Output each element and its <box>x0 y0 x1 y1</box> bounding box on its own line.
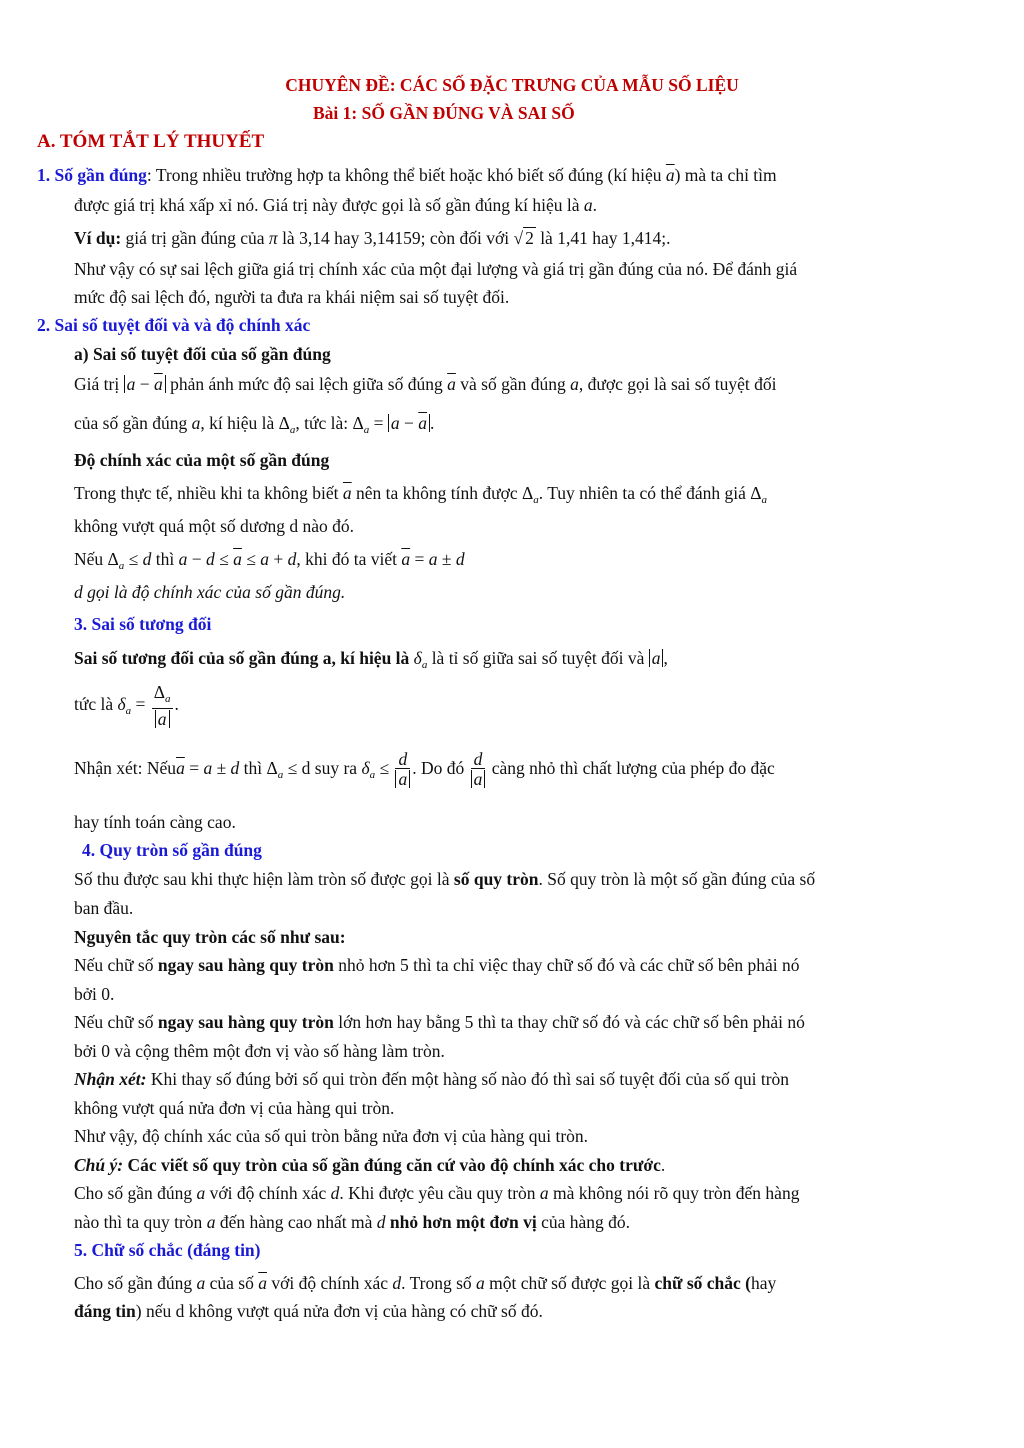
s4-rule2-cont: bởi 0 và cộng thêm một đơn vị vào số hàng làm tròn. <box>74 1041 445 1061</box>
s4-text: . Khi được yêu cầu quy tròn <box>339 1183 540 1203</box>
s4-text: Khi thay số đúng bởi số qui tròn đến một hàng số nào đó thì sai số tuyệt đối của số qui tròn <box>146 1069 790 1089</box>
s1-p1: Như vậy có sự sai lệch giữa giá trị chính xác của một đại lượng và giá trị gần đúng của nó. Để đánh giá <box>74 259 798 279</box>
s3-text: . Do đó <box>412 758 469 778</box>
s4-note-line2: nào thì ta quy tròn a đến hàng cao nhất mà d nhỏ hơn một đơn vị của hàng đó. <box>74 1212 630 1232</box>
s4-remark-cont: không vượt quá nửa đơn vị của hàng qui tròn. <box>74 1098 395 1118</box>
s4-text: Nếu chữ số <box>74 955 158 975</box>
s1-text: là 1,41 hay 1,414;. <box>535 228 671 248</box>
s4-text: mà không nói rõ quy tròn đến hàng <box>548 1183 800 1203</box>
s1-text: là 3,14 hay 3,14159; còn đối với <box>277 228 514 248</box>
remark-label: Nhận xét: <box>74 1069 147 1089</box>
s4-text: Số thu được sau khi thực hiện làm tròn số được gọi là <box>74 869 454 889</box>
s2-precision-heading: Độ chính xác của một số gần đúng <box>74 450 330 470</box>
s3-line2: tức là $\delta_a$ = $\frac{\Delta_a}{a}$ . <box>74 682 179 729</box>
s5-text: với độ chính xác <box>266 1273 393 1293</box>
s4-p1 <box>74 868 815 890</box>
s3-text: Sai số tương đối của số gần đúng a, kí hiệu là <box>74 648 414 668</box>
s2-a-heading: a) Sai số tuyệt đối của số gần đúng <box>74 344 331 364</box>
s5-text: của số <box>205 1273 259 1293</box>
s4-text: nhỏ hơn 5 thì ta chỉ việc thay chữ số đó và các chữ số bên phải nó <box>333 955 800 975</box>
s2-text: , kí hiệu là <box>200 413 279 433</box>
s4-rule2 <box>74 1011 805 1033</box>
s4-text: với độ chính xác <box>205 1183 331 1203</box>
s1-heading: 1. Số gần đúng <box>37 165 147 185</box>
s3-heading: 3. Sai số tương đối <box>74 614 212 634</box>
s4-rule1-cont: bởi 0. <box>74 984 115 1004</box>
s3-text: tức là <box>74 694 118 715</box>
s2-text: thì <box>151 549 179 569</box>
s5-text: chữ số chắc ( <box>654 1273 752 1293</box>
s2-text: , khi đó ta viết <box>296 549 402 569</box>
s2-line6: d gọi là độ chính xác của số gần đúng. <box>74 582 346 602</box>
s2-line2: của số gần đúng a, kí hiệu là $\Delta_a$, tức là: $\Delta_a = a - \overline{a}$ . <box>74 413 435 436</box>
s1-text: giá trị gần đúng của <box>121 228 269 248</box>
s3-text: Nhận xét: Nếu <box>74 758 177 778</box>
s4-text: nhỏ hơn một đơn vị <box>385 1212 537 1232</box>
s4-note-line1: Cho số gần đúng a với độ chính xác d. Khi được yêu cầu quy tròn a mà không nói rõ quy tròn đến hàng <box>74 1183 800 1203</box>
s2-text: phản ánh mức độ sai lệch giữa số đúng <box>165 374 448 394</box>
s2-text: Trong thực tế, nhiều khi ta không biết <box>74 483 343 503</box>
s5-line2 <box>74 1300 543 1322</box>
s5-text: Cho số gần đúng <box>74 1273 197 1293</box>
s3-line1: Sai số tương đối của số gần đúng a, kí hiệu là $\delta_a$ là tỉ số giữa sai số tuyệt đối và a , <box>74 648 668 671</box>
s3-text: là tỉ số giữa sai số tuyệt đối và <box>427 648 649 668</box>
s4-text: lớn hơn hay bằng 5 thì ta thay chữ số đó và các chữ số bên phải nó <box>333 1012 805 1032</box>
s2-text: gọi là độ chính xác của số gần đúng. <box>82 582 346 602</box>
s2-text: của số gần đúng <box>74 413 192 433</box>
s1-line1: 1. Số gần đúng: Trong nhiều trường hợp ta không thể biết hoặc khó biết số đúng (kí hiệu $\overline{a}$) mà ta chỉ tìm <box>37 165 777 185</box>
s4-remark <box>74 1068 789 1090</box>
s2-line5: Nếu $\Delta_a \le d$ thì $a - d \le \overline{a} \le a + d$, khi đó ta viết $\overline{a} = a \pm d$ <box>74 549 465 572</box>
s4-text: Cho số gần đúng <box>74 1183 197 1203</box>
s2-text: và số gần đúng <box>455 374 571 394</box>
s2-text: Giá trị <box>74 374 124 394</box>
s4-heading: 4. Quy tròn số gần đúng <box>82 840 262 860</box>
section-a-heading: A. TÓM TẮT LÝ THUYẾT <box>37 131 265 152</box>
s5-text: . Trong số <box>401 1273 477 1293</box>
s4-p1-cont: ban đầu. <box>74 898 134 918</box>
s4-text: . Số quy tròn là một số gần đúng của số <box>538 869 816 889</box>
s3-line3: Nhận xét: $Nếu\overline{a} = a \pm d$ thì $\Delta_a \le d$ suy ra $\delta_a$ ≤ $\frac{d}{a}$ . Do đó $\frac{d}{a}$ càng nhỏ thì chất lượng của phép đo đặc <box>74 749 775 790</box>
s2-text: , tức là: <box>295 413 353 433</box>
s1-example: Ví dụ: giá trị gần đúng của π là 3,14 hay 3,14159; còn đối với √ 2 là 1,41 hay 1,414;. <box>74 228 671 248</box>
example-label: Ví dụ: <box>74 228 122 248</box>
s4-text: . <box>660 1155 666 1175</box>
s2-text: , được gọi là sai số tuyệt đối <box>578 374 777 394</box>
s4-note <box>74 1154 665 1176</box>
s4-remark-conclusion: Như vậy, độ chính xác của số qui tròn bằng nửa đơn vị của hàng qui tròn. <box>74 1126 589 1146</box>
s5-heading: 5. Chữ số chắc (đáng tin) <box>74 1240 261 1260</box>
s2-heading: 2. Sai số tuyệt đối và và độ chính xác <box>37 315 311 335</box>
s4-text: Nếu chữ số <box>74 1012 158 1032</box>
document-title: CHUYÊN ĐỀ: CÁC SỐ ĐẶC TRƯNG CỦA MẪU SỐ LIỆU <box>285 75 739 95</box>
lesson-title: Bài 1: SỐ GẦN ĐÚNG VÀ SAI SỐ <box>313 103 575 123</box>
s5-line1: Cho số gần đúng a của số $\overline{a}$ với độ chính xác d. Trong số a một chữ số được gọi là chữ số chắc (hay <box>74 1273 777 1293</box>
s1-text: : Trong nhiều trường hợp ta không thể biết hoặc khó biết số đúng (kí hiệu <box>146 165 666 185</box>
s2-line4: không vượt quá một số dương d nào đó. <box>74 516 355 536</box>
s1-text: được giá trị khá xấp xỉ nó. Giá trị này được gọi là số gần đúng kí hiệu là <box>74 195 584 215</box>
s4-text: ngay sau hàng quy tròn <box>157 1012 334 1032</box>
sqrt2: √ 2 <box>513 228 534 248</box>
s3-text: càng nhỏ thì chất lượng của phép đo đặc <box>487 758 775 778</box>
s4-text: ngay sau hàng quy tròn <box>157 955 334 975</box>
s4-text: đến hàng cao nhất mà <box>215 1212 377 1232</box>
s3-line4: hay tính toán càng cao. <box>74 812 236 832</box>
s5-text: đáng tin <box>74 1301 136 1321</box>
s1-text: ) mà ta chỉ tìm <box>674 165 777 185</box>
s1-p2: mức độ sai lệch đó, người ta đưa ra khái niệm sai số tuyệt đối. <box>74 287 510 307</box>
s2-line3: Trong thực tế, nhiều khi ta không biết $\overline{a}$ nên ta không tính được $\Delta_a$. Tuy nhiên ta có thể đánh giá $\Delta_a$ <box>74 483 767 506</box>
s4-rule1 <box>74 954 800 976</box>
s1-line2: được giá trị khá xấp xỉ nó. Giá trị này được gọi là số gần đúng kí hiệu là a. <box>74 195 597 215</box>
s5-text: ) nếu d không vượt quá nửa đơn vị của hàng có chữ số đó. <box>135 1301 543 1321</box>
s4-text: số quy tròn <box>453 869 539 889</box>
s4-text: của hàng đó. <box>536 1212 630 1232</box>
s2-text: nên ta không tính được <box>351 483 523 503</box>
s4-text: nào thì ta quy tròn <box>74 1212 207 1232</box>
s4-rule-heading: Nguyên tắc quy tròn các số như sau: <box>74 927 346 947</box>
s4-text: Các viết số quy tròn của số gần đúng căn cứ vào độ chính xác cho trước <box>123 1155 661 1175</box>
s5-text: một chữ số được gọi là <box>484 1273 655 1293</box>
s5-text: hay <box>751 1273 777 1293</box>
note-label: Chú ý: <box>74 1155 124 1175</box>
s2-text: . Tuy nhiên ta có thể đánh giá <box>538 483 751 503</box>
s3-text: thì <box>239 758 267 778</box>
s2-line1: Giá trị $a - \overline{a}$ phản ánh mức độ sai lệch giữa số đúng $\overline{a}$ và số gần đúng a, được gọi là sai số tuyệt đối <box>74 374 777 394</box>
s3-text: suy ra <box>310 758 362 778</box>
s2-text: Nếu <box>74 549 108 569</box>
